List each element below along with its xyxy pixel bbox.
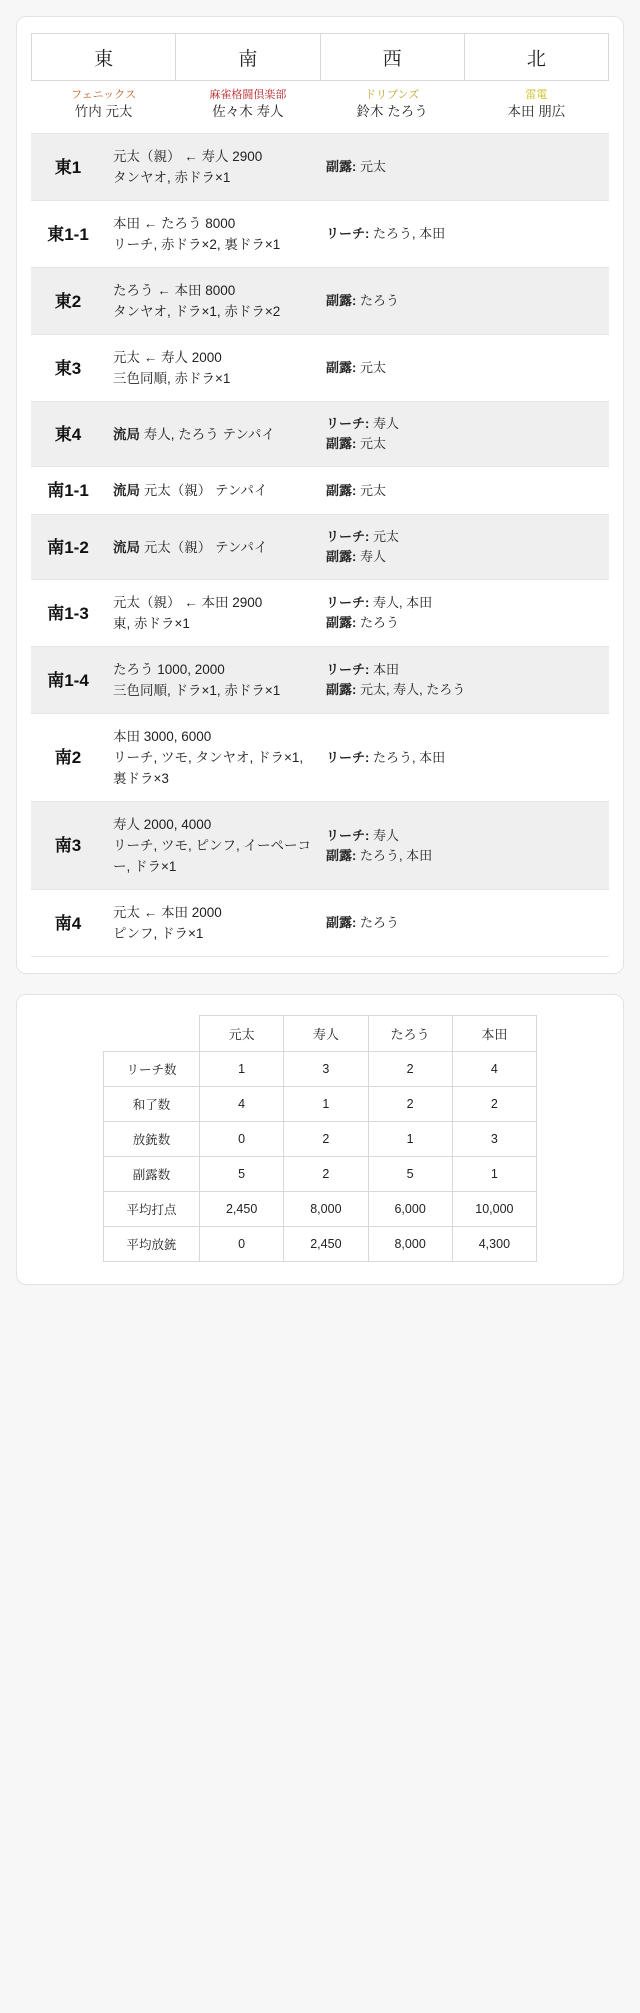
seats-player-row (32, 81, 609, 132)
log-result (105, 201, 320, 268)
log-flags (320, 134, 609, 201)
stats-row-label: 和了数 (104, 1087, 200, 1122)
seat-header-south: 南 (176, 34, 320, 81)
log-flag-label: リーチ: (326, 749, 373, 765)
log-flag-value: たろう (359, 293, 399, 308)
player-team-south: 麻雀格闘倶楽部 (209, 89, 287, 101)
log-flags (320, 580, 609, 647)
stats-cell: 0 (200, 1122, 284, 1157)
stats-corner-cell (104, 1016, 200, 1052)
log-flags (320, 802, 609, 890)
stats-cell: 1 (452, 1157, 536, 1192)
log-flag-value: 本田 (372, 662, 399, 677)
log-result-line1: 寿人 2000, 4000 (113, 817, 212, 832)
log-flag-label: 副露: (326, 549, 360, 564)
log-row (31, 580, 609, 647)
stats-cell: 3 (284, 1052, 368, 1087)
stats-cell: 4 (452, 1052, 536, 1087)
log-flags (320, 890, 609, 957)
match-log-card (16, 16, 624, 974)
log-result-line1: たろう 1000, 2000 (113, 662, 225, 677)
log-row (31, 714, 609, 802)
log-flag-entry (326, 414, 603, 434)
log-row (31, 134, 609, 201)
log-kyoku-label: 東1-1 (31, 201, 105, 268)
stats-col-header-1: 寿人 (284, 1016, 368, 1052)
log-ryukyoku-tag: 流局 (113, 483, 144, 498)
log-flags (320, 402, 609, 467)
log-flag-entry (326, 660, 603, 680)
player-cell-east (32, 81, 176, 132)
stats-cell: 8,000 (368, 1227, 452, 1262)
log-row (31, 201, 609, 268)
log-flags (320, 714, 609, 802)
player-name-south: 佐々木 寿人 (212, 104, 284, 119)
stats-table (103, 1015, 537, 1262)
log-flag-label: 副露: (326, 360, 360, 375)
log-result (105, 467, 320, 515)
log-kyoku-label: 南2 (31, 714, 105, 802)
log-result-line1: 元太 ← 寿人 2000 (113, 350, 222, 365)
log-result-line1: 元太（親） ← 本田 2900 (113, 595, 263, 610)
log-result (105, 647, 320, 714)
stats-card (16, 994, 624, 1285)
stats-row-label: 放銃数 (104, 1122, 200, 1157)
log-ryukyoku-tag: 流局 (113, 539, 144, 555)
log-flag-value: たろう, 本田 (372, 226, 446, 241)
log-flag-label: リーチ: (326, 416, 373, 431)
log-flag-label: 副露: (326, 682, 360, 697)
log-flag-label: 副露: (326, 847, 360, 863)
log-result-line2: タンヤオ, ドラ×1, 赤ドラ×2 (113, 304, 281, 319)
log-flag-label: リーチ: (326, 595, 373, 610)
log-flag-value: たろう, 本田 (372, 749, 446, 765)
log-kyoku-label: 南3 (31, 802, 105, 890)
stats-row (104, 1227, 537, 1262)
stats-cell: 1 (284, 1087, 368, 1122)
log-row (31, 647, 609, 714)
seat-header-east: 東 (32, 34, 176, 81)
log-result-line2: ピンフ, ドラ×1 (113, 926, 204, 941)
stats-row (104, 1087, 537, 1122)
stats-cell: 8,000 (284, 1192, 368, 1227)
log-flag-value: たろう (359, 915, 399, 930)
log-flag-value: 寿人 (372, 827, 399, 843)
log-flag-entry (326, 527, 603, 547)
log-flag-label: リーチ: (326, 662, 373, 677)
log-kyoku-label: 東4 (31, 402, 105, 467)
log-flag-label: 副露: (326, 615, 360, 630)
log-flag-value: 元太 (359, 482, 386, 498)
log-flag-entry (326, 157, 603, 177)
log-result-line1: 元太（親） テンパイ (143, 539, 268, 555)
log-flag-label: 副露: (326, 436, 360, 451)
stats-cell: 2 (368, 1087, 452, 1122)
log-result-line2: タンヤオ, 赤ドラ×1 (113, 170, 231, 185)
log-result (105, 802, 320, 890)
player-name-west: 鈴木 たろう (356, 104, 428, 119)
log-kyoku-label: 南4 (31, 890, 105, 957)
stats-cell: 1 (368, 1122, 452, 1157)
stats-row (104, 1157, 537, 1192)
log-result-line2: 三色同順, 赤ドラ×1 (113, 371, 231, 386)
stats-row (104, 1192, 537, 1227)
player-team-north: 雷電 (525, 89, 548, 101)
log-flag-value: 寿人, 本田 (372, 595, 433, 610)
player-cell-north (464, 81, 608, 132)
log-result (105, 890, 320, 957)
stats-cell: 5 (368, 1157, 452, 1192)
player-team-east: フェニックス (71, 89, 137, 101)
log-flag-entry (326, 481, 603, 501)
log-result-line1: たろう ← 本田 8000 (113, 283, 236, 298)
stats-cell: 2,450 (200, 1192, 284, 1227)
log-result (105, 515, 320, 580)
log-flag-value: 寿人 (359, 549, 386, 564)
log-flag-entry (326, 913, 603, 933)
stats-cell: 3 (452, 1122, 536, 1157)
log-flag-label: 副露: (326, 159, 360, 174)
stats-header-row (104, 1016, 537, 1052)
log-kyoku-label: 南1-3 (31, 580, 105, 647)
kyoku-log-table (31, 133, 609, 957)
log-result-line1: 寿人, たろう テンパイ (143, 426, 275, 442)
log-row (31, 467, 609, 515)
log-flags (320, 268, 609, 335)
stats-row-label: 副露数 (104, 1157, 200, 1192)
log-flag-label: リーチ: (326, 827, 373, 843)
log-flag-value: 元太 (359, 360, 386, 375)
player-cell-west (320, 81, 464, 132)
log-flag-entry (326, 846, 603, 866)
seat-header-west: 西 (320, 34, 464, 81)
log-flag-value: 元太, 寿人, たろう (359, 682, 466, 697)
seats-table (31, 33, 609, 131)
log-ryukyoku-tag: 流局 (113, 426, 144, 442)
log-row (31, 515, 609, 580)
log-flag-value: 元太 (359, 436, 386, 451)
stats-cell: 10,000 (452, 1192, 536, 1227)
player-name-east: 竹内 元太 (74, 104, 133, 119)
log-result-line2: リーチ, ツモ, タンヤオ, ドラ×1, 裏ドラ×3 (113, 750, 304, 786)
log-flag-label: 副露: (326, 915, 360, 930)
player-team-west: ドリブンズ (365, 89, 420, 101)
log-kyoku-label: 東3 (31, 335, 105, 402)
log-flag-label: 副露: (326, 482, 360, 498)
log-result-line2: 東, 赤ドラ×1 (113, 616, 190, 631)
stats-row (104, 1052, 537, 1087)
stats-cell: 4,300 (452, 1227, 536, 1262)
seat-header-north: 北 (464, 34, 608, 81)
log-flag-entry (326, 748, 603, 768)
log-flag-value: たろう (359, 615, 399, 630)
stats-row-label: 平均放銃 (104, 1227, 200, 1262)
log-flag-label: リーチ: (326, 529, 373, 544)
log-flags (320, 515, 609, 580)
log-flag-value: 寿人 (372, 416, 399, 431)
stats-cell: 4 (200, 1087, 284, 1122)
log-result-line2: 三色同順, ドラ×1, 赤ドラ×1 (113, 683, 281, 698)
log-result (105, 268, 320, 335)
log-flags (320, 467, 609, 515)
log-row (31, 335, 609, 402)
log-result-line1: 元太（親） ← 寿人 2900 (113, 149, 263, 164)
log-flags (320, 201, 609, 268)
stats-cell: 2 (452, 1087, 536, 1122)
log-flag-value: 元太 (359, 159, 386, 174)
log-result-line2: リーチ, 赤ドラ×2, 裏ドラ×1 (113, 237, 281, 252)
log-flag-value: 元太 (372, 529, 399, 544)
log-row (31, 802, 609, 890)
log-flag-entry (326, 826, 603, 846)
log-row (31, 402, 609, 467)
log-result (105, 580, 320, 647)
log-kyoku-label: 南1-2 (31, 515, 105, 580)
player-cell-south (176, 81, 320, 132)
log-flag-label: リーチ: (326, 226, 373, 241)
log-result-line1: 本田 ← たろう 8000 (113, 216, 236, 231)
log-flag-value: たろう, 本田 (359, 847, 433, 863)
log-result-line1: 元太 ← 本田 2000 (113, 905, 222, 920)
log-flag-entry (326, 593, 603, 613)
log-result (105, 134, 320, 201)
stats-cell: 2 (284, 1122, 368, 1157)
stats-cell: 5 (200, 1157, 284, 1192)
stats-row (104, 1122, 537, 1157)
stats-cell: 6,000 (368, 1192, 452, 1227)
stats-cell: 0 (200, 1227, 284, 1262)
stats-col-header-2: たろう (368, 1016, 452, 1052)
log-result-line1: 元太（親） テンパイ (143, 483, 268, 498)
log-flag-entry (326, 291, 603, 311)
log-kyoku-label: 東1 (31, 134, 105, 201)
log-flag-entry (326, 680, 603, 700)
stats-cell: 2 (284, 1157, 368, 1192)
player-name-north: 本田 朋広 (507, 104, 566, 119)
stats-cell: 1 (200, 1052, 284, 1087)
log-flag-entry (326, 224, 603, 244)
log-kyoku-label: 南1-4 (31, 647, 105, 714)
log-flags (320, 647, 609, 714)
log-row (31, 268, 609, 335)
log-flag-entry (326, 547, 603, 567)
log-kyoku-label: 南1-1 (31, 467, 105, 515)
log-result (105, 402, 320, 467)
seats-header-row (32, 34, 609, 81)
stats-cell: 2,450 (284, 1227, 368, 1262)
stats-col-header-3: 本田 (452, 1016, 536, 1052)
stats-cell: 2 (368, 1052, 452, 1087)
log-result (105, 335, 320, 402)
log-flag-entry (326, 434, 603, 454)
stats-row-label: リーチ数 (104, 1052, 200, 1087)
stats-row-label: 平均打点 (104, 1192, 200, 1227)
log-result-line1: 本田 3000, 6000 (113, 729, 212, 744)
log-kyoku-label: 東2 (31, 268, 105, 335)
log-flags (320, 335, 609, 402)
stats-col-header-0: 元太 (200, 1016, 284, 1052)
log-flag-label: 副露: (326, 293, 360, 308)
log-result (105, 714, 320, 802)
log-flag-entry (326, 358, 603, 378)
log-result-line2: リーチ, ツモ, ピンフ, イーペーコー, ドラ×1 (113, 838, 312, 874)
log-flag-entry (326, 613, 603, 633)
log-row (31, 890, 609, 957)
